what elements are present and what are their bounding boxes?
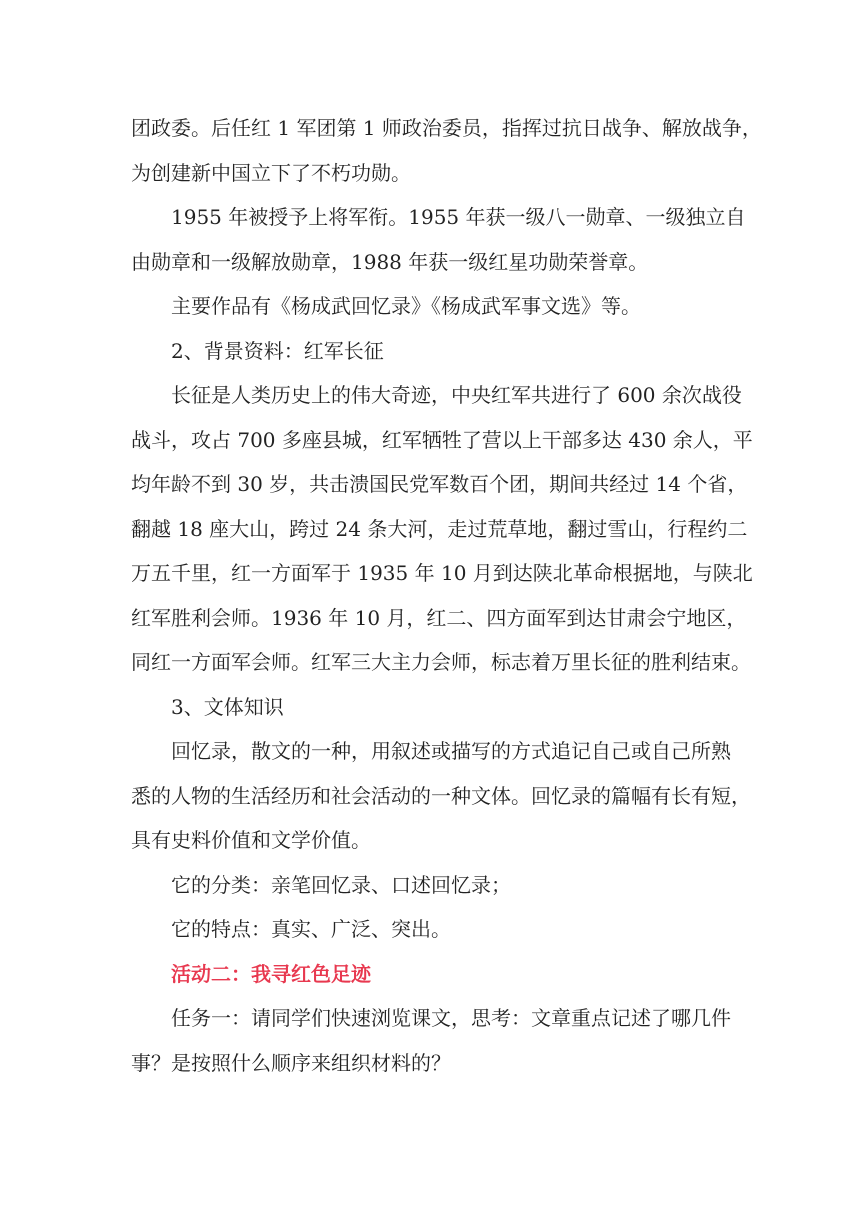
- text-line: 翻越 18 座大山，跨过 24 条大河，走过荒草地，翻过雪山，行程约二: [131, 516, 748, 541]
- text-line: 战斗，攻占 700 多座县城，红军牺牲了营以上干部多达 430 余人，平: [131, 427, 753, 452]
- activity-heading: 活动二：我寻红色足迹: [171, 961, 371, 986]
- text-line: 长征是人类历史上的伟大奇迹，中央红军共进行了 600 余次战役: [171, 383, 742, 407]
- document-body: [131, 106, 762, 1085]
- text-line: 任务一：请同学们快速浏览课文，思考：文章重点记述了哪几件: [171, 1006, 731, 1030]
- text-line: 团政委。后任红 1 军团第 1 师政治委员，指挥过抗日战争、解放战争，: [131, 116, 762, 140]
- text-line: 事？是按照什么顺序来组织材料的？: [131, 1050, 451, 1075]
- text-line: 主要作品有《杨成武回忆录》《杨成武军事文选》等。: [171, 294, 641, 318]
- text-line: 悉的人物的生活经历和社会活动的一种文体。回忆录的篇幅有长有短，: [131, 783, 751, 808]
- section-heading: 3、文体知识: [171, 694, 284, 719]
- text-line: 均年龄不到 30 岁，共击溃国民党军数百个团，期间共经过 14 个省，: [131, 472, 748, 496]
- text-line: 它的分类：亲笔回忆录、口述回忆录；: [171, 872, 511, 897]
- text-line: 为创建新中国立下了不朽功勋。: [131, 160, 411, 185]
- text-line: 由勋章和一级解放勋章，1988 年获一级红星功勋荣誉章。: [131, 249, 649, 274]
- text-line: 回忆录，散文的一种，用叙述或描写的方式追记自己或自己所熟: [171, 739, 731, 763]
- text-line: 同红一方面军会师。红军三大主力会师，标志着万里长征的胜利结束。: [131, 650, 751, 674]
- text-line: 它的特点：真实、广泛、突出。: [171, 917, 451, 941]
- text-line: 具有史料价值和文学价值。: [131, 828, 371, 852]
- text-line: 1955 年被授予上将军衔。1955 年获一级八一勋章、一级独立自: [171, 205, 746, 229]
- text-line: 万五千里，红一方面军于 1935 年 10 月到达陕北革命根据地，与陕北: [131, 561, 753, 585]
- text-line: 红军胜利会师。1936 年 10 月，红二、四方面军到达甘肃会宁地区，: [131, 605, 747, 630]
- section-heading: 2、背景资料：红军长征: [171, 338, 384, 363]
